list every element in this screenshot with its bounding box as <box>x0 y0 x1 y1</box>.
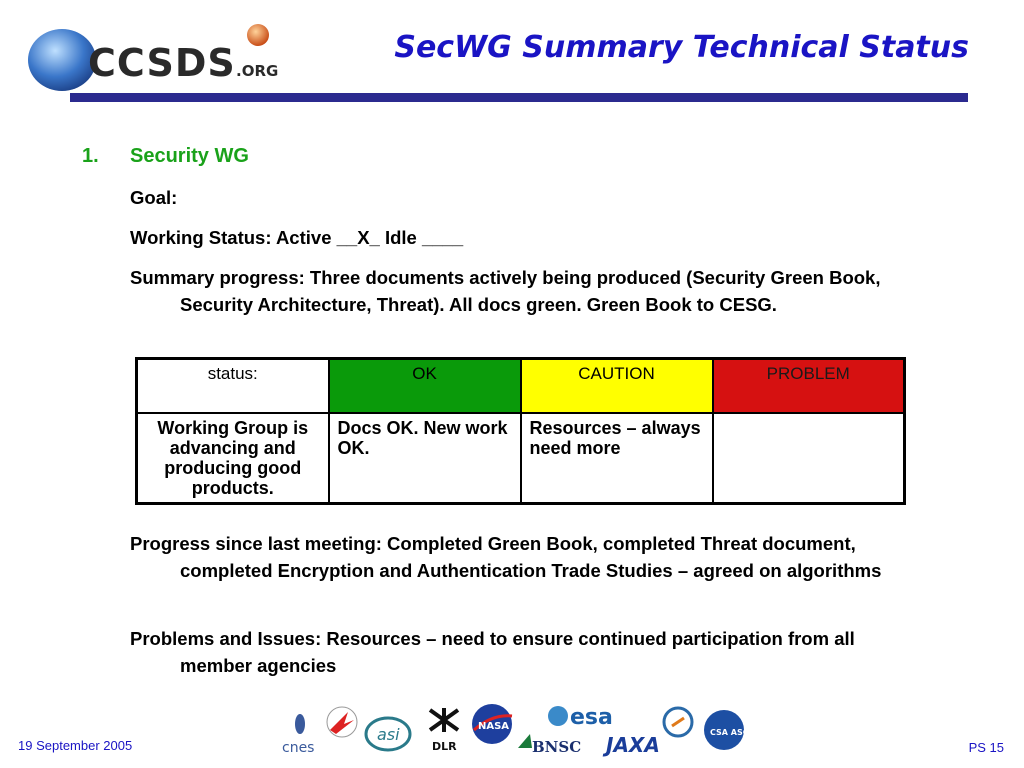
svg-text:BNSC: BNSC <box>532 738 582 756</box>
svg-text:asi: asi <box>377 725 400 744</box>
nasa-logo-icon <box>472 704 512 744</box>
caution-value-cell: Resources – always need more <box>521 413 713 504</box>
cnes-logo-icon <box>282 714 314 756</box>
svg-text:CSA ASC: CSA ASC <box>710 728 749 737</box>
swoosh-logo-icon <box>327 707 357 737</box>
caution-header-cell: CAUTION <box>521 359 713 414</box>
goal-text: Goal: <box>130 187 178 208</box>
section-heading <box>82 145 882 168</box>
slide-title: SecWG Summary Technical Status <box>394 30 969 65</box>
status-header-row <box>137 359 905 414</box>
csa-asc-logo-icon <box>704 710 749 750</box>
status-value-cell: Working Group is advancing and producing good products. <box>137 413 329 504</box>
status-table <box>135 357 906 505</box>
svg-text:JAXA: JAXA <box>606 733 660 757</box>
svg-text:.ORG: .ORG <box>236 62 279 80</box>
working-status-text: Working Status: Active __X_ Idle ____ <box>130 227 464 248</box>
summary-progress-text: Summary progress: Three documents actively being produced (Security Green Book, Security Architecture, Threat). All docs green. Green Book to CESG. <box>130 267 881 315</box>
bnsc-logo-icon <box>518 734 581 756</box>
jaxa-logo-icon <box>602 733 660 757</box>
header-rule <box>70 93 968 102</box>
svg-text:esa: esa <box>570 705 613 730</box>
slide-content <box>82 145 882 318</box>
asi-logo-icon <box>366 718 410 750</box>
dlr-logo-icon <box>430 708 458 753</box>
ccsds-logo <box>26 22 296 94</box>
problem-header-cell: PROBLEM <box>713 359 905 414</box>
agency-logos <box>280 700 750 766</box>
esa-logo-icon <box>548 705 613 730</box>
svg-text:NASA: NASA <box>478 721 510 732</box>
svg-text:CCSDS: CCSDS <box>88 41 236 85</box>
svg-text:cnes: cnes <box>282 740 315 756</box>
section-title: Security WG <box>130 145 249 167</box>
svg-text:DLR: DLR <box>432 740 457 753</box>
progress-text: Progress since last meeting: Completed Green Book, completed Threat document, completed Encryption and Authentication Trade Studies – agreed on algorithms <box>130 533 882 581</box>
footer-date: 19 September 2005 <box>18 738 133 753</box>
problem-value-cell <box>713 413 905 504</box>
page-number: PS 15 <box>968 740 1004 755</box>
status-header-cell: status: <box>137 359 329 414</box>
inpe-logo-icon <box>664 708 692 736</box>
ok-header-cell: OK <box>329 359 521 414</box>
ok-value-cell: Docs OK. New work OK. <box>329 413 521 504</box>
problems-text: Problems and Issues: Resources – need to ensure continued participation from all member agencies <box>130 628 855 676</box>
status-body-row <box>137 413 905 504</box>
section-number: 1. <box>82 145 99 167</box>
